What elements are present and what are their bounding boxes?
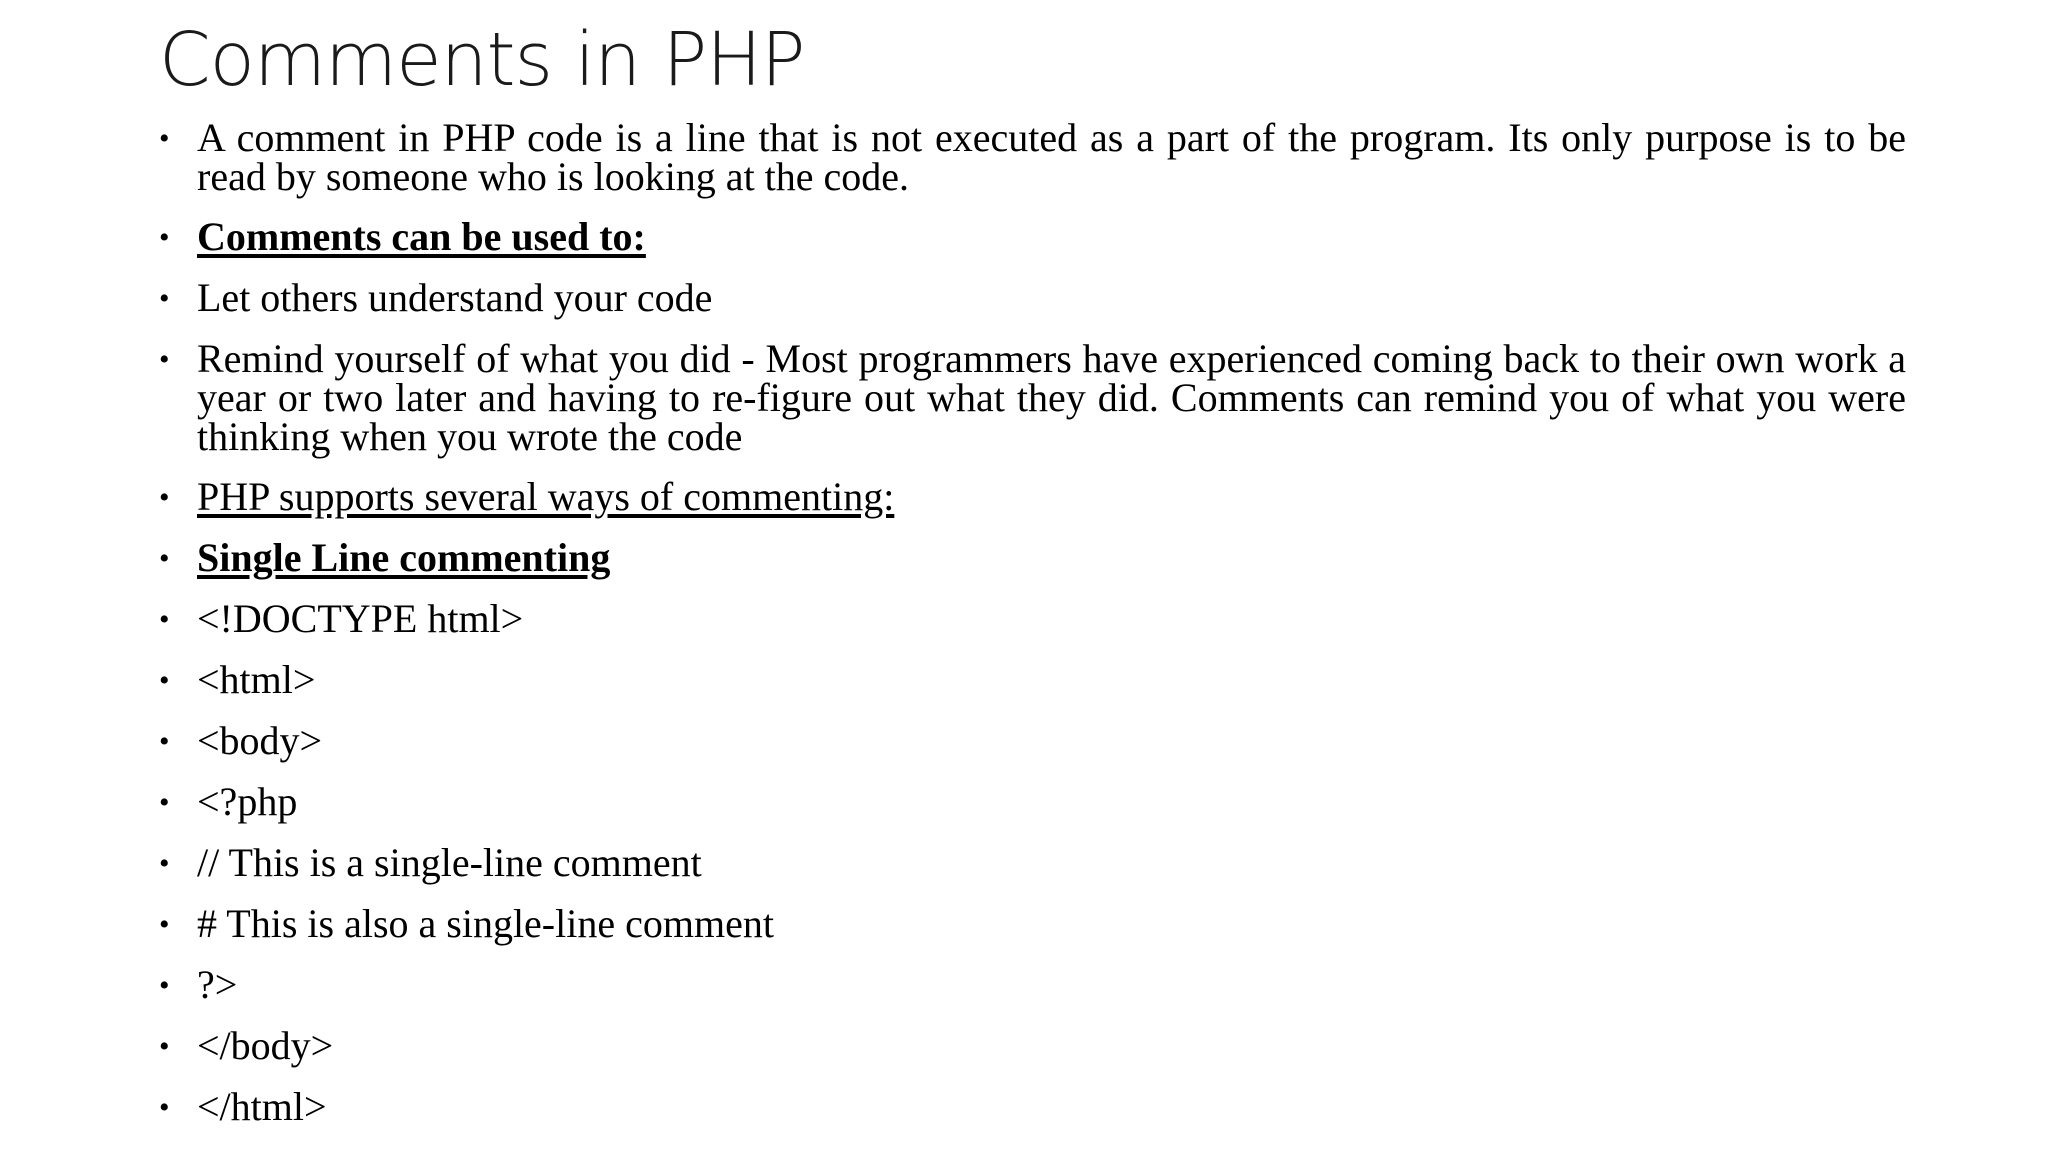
bullet-item [159,336,1906,459]
bullet-item [159,535,1906,580]
bullet-item [159,1084,1906,1129]
code-line: # This is also a single-line comment [197,901,774,946]
code-line: <body> [197,718,323,763]
bullet-item [159,779,1906,824]
bullet-dot: • [159,481,170,514]
bullet-dot: • [159,664,170,697]
code-line: // This is a single-line comment [197,840,702,885]
code-line: </body> [197,1023,334,1068]
code-line: <html> [197,657,316,702]
code-line: ?> [197,962,238,1007]
bullet-item [159,115,1906,199]
bullet-text: Let others understand your code [197,275,713,320]
bullet-item [159,840,1906,885]
bullet-heading-comments-uses: Comments can be used to: [197,214,646,259]
bullet-dot: • [159,343,170,376]
code-line: <!DOCTYPE html> [197,596,524,641]
bullet-text: A comment in PHP code is a line that is not executed as a part of the program. Its only purpose is to be read by someone who is looking at the code. [197,115,1906,199]
bullet-item [159,275,1906,320]
bullet-dot: • [159,786,170,819]
bullet-dot: • [159,725,170,758]
slide-title: Comments in PHP [159,17,805,103]
bullet-dot: • [159,542,170,575]
bullet-dot: • [159,603,170,636]
code-line: <?php [197,779,298,824]
bullet-dot: • [159,1091,170,1124]
bullet-item [159,214,1906,259]
bullet-item [159,596,1906,641]
bullet-item [159,657,1906,702]
bullet-item [159,962,1906,1007]
bullet-item [159,1023,1906,1068]
bullet-commenting-ways: PHP supports several ways of commenting: [197,474,895,519]
bullet-dot: • [159,969,170,1002]
bullet-text: Remind yourself of what you did - Most programmers have experienced coming back to their own work a year or two later and having to re-figure out what they did. Comments can remind you of what you were thinking when you wrote the code [197,336,1906,459]
bullet-dot: • [159,908,170,941]
bullet-dot: • [159,282,170,315]
bullet-heading-single-line: Single Line commenting [197,535,611,580]
bullet-item [159,474,1906,519]
bullet-dot: • [159,221,170,254]
bullet-dot: • [159,1030,170,1063]
bullet-dot: • [159,847,170,880]
bullet-item [159,901,1906,946]
bullet-list [159,115,1906,1148]
code-line: </html> [197,1084,327,1129]
bullet-item [159,718,1906,763]
bullet-dot: • [159,122,170,155]
